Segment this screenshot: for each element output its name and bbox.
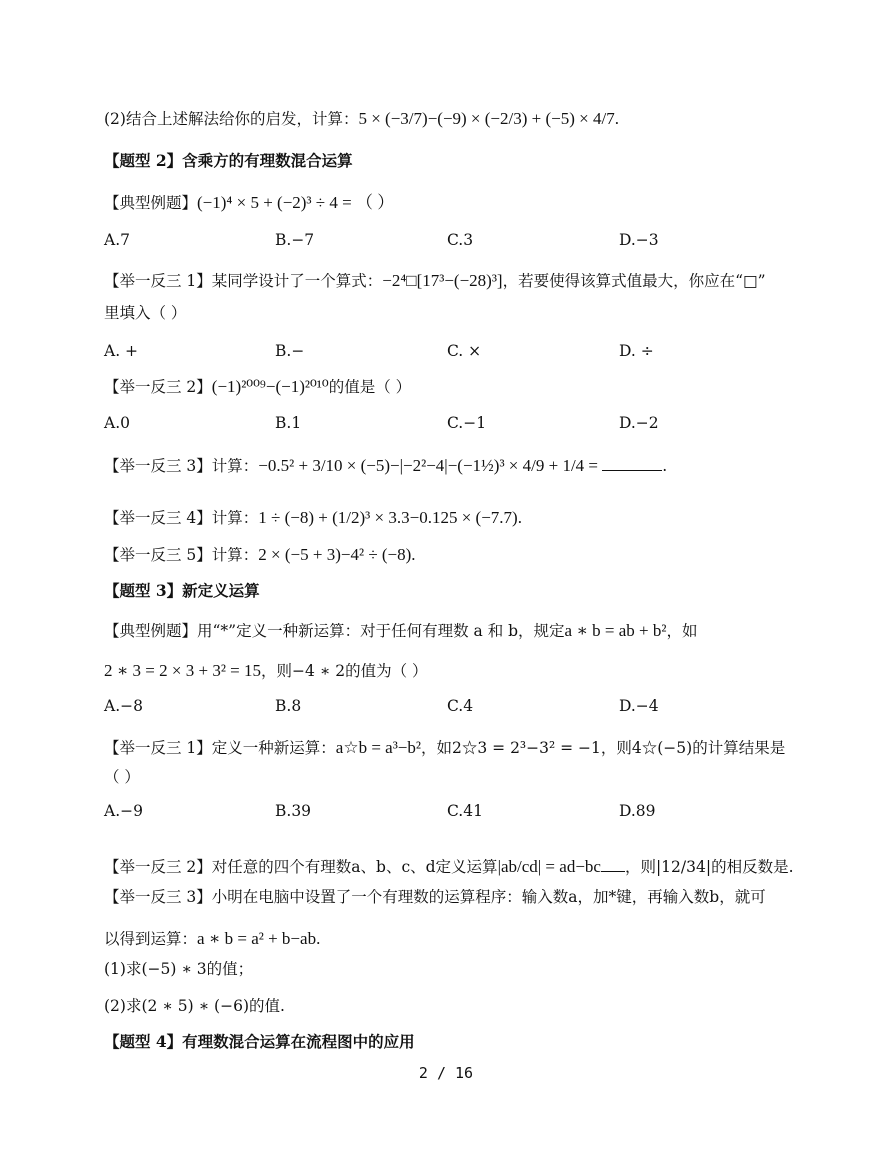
line-text: （ ）	[104, 768, 140, 786]
answer-option: B.−	[275, 342, 305, 360]
answer-option: B.−7	[275, 231, 315, 249]
question-line	[104, 302, 186, 324]
math-expression: a ∗ b = a² + b−ab.	[197, 929, 321, 948]
answer-option: A.7	[104, 231, 130, 249]
line-text: 【典型例题】用“*”定义一种新运算：对于任何有理数 a 和 b，规定	[104, 622, 565, 640]
math-expression: 5 × (−3/7)−(−9) × (−2/3) + (−5) × 4/7.	[358, 109, 619, 128]
question-line	[104, 455, 667, 477]
line-text: ，则|12/34|的相反数是	[624, 858, 789, 876]
line-text: 【举一反三 2】对任意的四个有理数a、b、c、d定义运算	[104, 858, 498, 876]
answer-option: D.89	[619, 802, 656, 820]
answer-blank	[602, 456, 662, 471]
answer-option: B.8	[275, 697, 302, 715]
line-text: 的值是（ ）	[328, 378, 412, 396]
answer-option: C.4	[447, 697, 474, 715]
math-expression: (−1)²⁰⁰⁹−(−1)²⁰¹⁰	[211, 377, 329, 396]
question-line	[104, 856, 794, 878]
answer-option: A. +	[104, 342, 139, 360]
math-expression: 2 ∗ 3 = 2 × 3 + 3² = 15	[104, 661, 262, 680]
line-text: ，则−4 ∗ 2的值为（ ）	[261, 662, 428, 680]
line-text: ，如	[666, 622, 698, 640]
math-expression: (−1)⁴ × 5 + (−2)³ ÷ 4 = （ ）	[197, 193, 395, 212]
section-heading	[104, 580, 260, 602]
question-line	[104, 995, 285, 1017]
line-text: 【举一反三 2】	[104, 378, 212, 396]
line-text: 【题型 3】新定义运算	[104, 581, 260, 600]
math-expression: −0.5² + 3/10 × (−5)−|−2²−4|−(−1½)³ × 4/9 + 1/4 =	[258, 456, 603, 475]
math-expression: −2⁴□[17³−(−28)³]	[382, 271, 503, 290]
math-expression: |ab/cd| = ad−bc	[497, 857, 601, 876]
question-line	[104, 886, 766, 908]
answer-option: D.−2	[619, 414, 659, 432]
answer-option: D.−4	[619, 697, 659, 715]
question-line	[104, 928, 320, 950]
line-text: 【举一反三 5】计算：	[104, 546, 259, 564]
answer-option: D. ÷	[619, 342, 654, 360]
question-line	[104, 660, 428, 682]
line-text: ，若要使得该算式值最大，你应在“□”	[502, 272, 766, 290]
line-text: 【举一反三 3】小明在电脑中设置了一个有理数的运算程序：输入数a，加*键，再输入数b，就可	[104, 888, 766, 906]
math-expression: 2 × (−5 + 3)−4² ÷ (−8).	[258, 545, 416, 564]
question-line	[104, 108, 619, 130]
line-text: ，如2☆3 = 2³−3² = −1，则4☆(−5)的计算结果是	[421, 739, 786, 757]
math-expression: 1 ÷ (−8) + (1/2)³ × 3.3−0.125 × (−7.7).	[258, 508, 522, 527]
line-text: 【题型 2】含乘方的有理数混合运算	[104, 151, 353, 170]
answer-blank	[601, 857, 625, 872]
question-line	[104, 620, 697, 642]
section-heading	[104, 150, 353, 172]
line-text: 【举一反三 3】计算：	[104, 457, 259, 475]
line-text: (2)求(2 ∗ 5) ∗ (−6)的值.	[104, 997, 285, 1015]
answer-option: A.0	[104, 414, 130, 432]
answer-option: C.41	[447, 802, 483, 820]
math-expression: a ∗ b = ab + b²	[564, 621, 667, 640]
line-text: 【题型 4】有理数混合运算在流程图中的应用	[104, 1032, 415, 1051]
line-text: .	[788, 858, 794, 876]
question-line	[104, 737, 785, 759]
answer-option: B.39	[275, 802, 312, 820]
answer-option: D.−3	[619, 231, 659, 249]
question-line	[104, 507, 522, 529]
line-text: .	[662, 457, 668, 475]
question-line	[104, 192, 394, 214]
line-text: (2)结合上述解法给你的启发，计算：	[104, 110, 359, 128]
question-line	[104, 958, 253, 980]
line-text: 以得到运算：	[104, 930, 198, 948]
line-text: 【典型例题】	[104, 194, 198, 212]
line-text: 里填入（ ）	[104, 304, 187, 322]
answer-option: C. ×	[447, 342, 482, 360]
line-text: (1)求(−5) ∗ 3的值；	[104, 960, 254, 978]
answer-option: A.−9	[104, 802, 143, 820]
line-text: 【举一反三 4】计算：	[104, 509, 259, 527]
page-number: 2 / 16	[418, 1064, 474, 1082]
answer-option: C.−1	[447, 414, 487, 432]
answer-option: A.−8	[104, 697, 143, 715]
question-line	[104, 270, 766, 292]
line-text: 【举一反三 1】某同学设计了一个算式：	[104, 272, 383, 290]
answer-option: B.1	[275, 414, 302, 432]
section-heading	[104, 1031, 415, 1053]
line-text: 【举一反三 1】定义一种新运算：	[104, 739, 336, 757]
math-expression: a☆b = a³−b²	[335, 738, 421, 757]
question-line	[104, 766, 140, 788]
question-line	[104, 376, 411, 398]
question-line	[104, 544, 416, 566]
answer-option: C.3	[447, 231, 474, 249]
